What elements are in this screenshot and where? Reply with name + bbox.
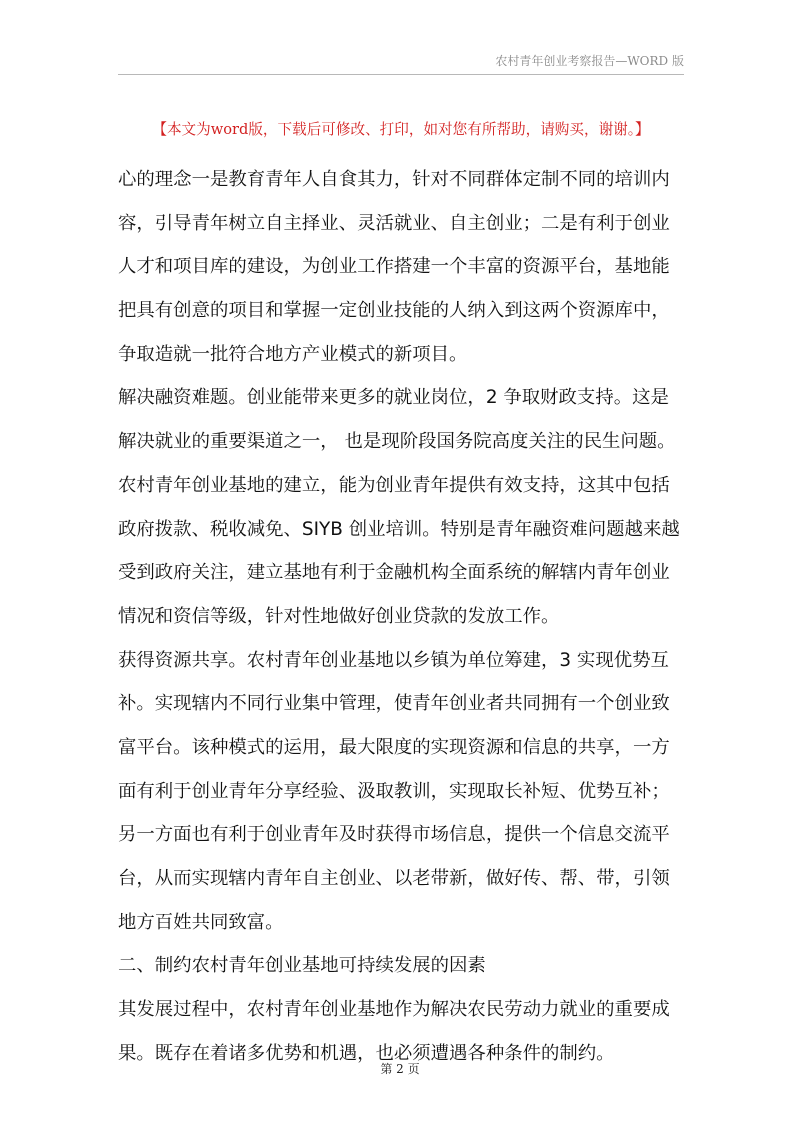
body-line: 台，从而实现辖内青年自主创业、以老带新，做好传、帮、带，引领 xyxy=(118,868,670,889)
body-line: 富平台。该种模式的运用，最大限度的实现资源和信息的共享，一方 xyxy=(118,736,670,758)
body-line: 解决融资难题。创业能带来更多的就业岗位，2 争取财政支持。这是 xyxy=(118,387,669,409)
page-number: 第 2 页 xyxy=(380,1062,420,1076)
download-notice: 【本文为word版，下载后可修改、打印，如对您有所帮助，请购买，谢谢。】 xyxy=(152,121,650,138)
body-line: 地方百姓共同致富。 xyxy=(118,911,284,933)
body-line: 另一方面也有利于创业青年及时获得市场信息，提供一个信息交流平 xyxy=(118,824,670,846)
body-line: 心的理念一是教育青年人自食其力，针对不同群体定制不同的培训内 xyxy=(118,169,670,190)
body-line: 争取造就一批符合地方产业模式的新项目。 xyxy=(118,343,468,365)
body-line: 果。既存在着诸多优势和机遇，也必须遭遇各种条件的制约。 xyxy=(118,1042,615,1064)
body-line: 人才和项目库的建设，为创业工作搭建一个丰富的资源平台，基地能 xyxy=(118,256,670,278)
body-line: 面有利于创业青年分享经验、汲取教训，实现取长补短、优势互补； xyxy=(118,780,670,802)
body-line: 解决就业的重要渠道之一， 也是现阶段国务院高度关注的民生问题。 xyxy=(118,431,676,453)
body-line: 政府拨款、税收减免、SIYB 创业培训。特别是青年融资难问题越来越 xyxy=(118,518,680,540)
body-line: 把具有创意的项目和掌握一定创业技能的人纳入到这两个资源库中， xyxy=(118,300,670,322)
body-line: 农村青年创业基地的建立，能为创业青年提供有效支持，这其中包括 xyxy=(118,474,670,496)
body-line: 受到政府关注，建立基地有利于金融机构全面系统的解辖内青年创业 xyxy=(118,562,670,584)
header-divider xyxy=(118,74,684,75)
body-line: 容，引导青年树立自主择业、灵活就业、自主创业；二是有利于创业 xyxy=(118,212,670,234)
document-body xyxy=(118,158,684,1075)
body-line: 补。实现辖内不同行业集中管理，使青年创业者共同拥有一个创业致 xyxy=(118,693,670,715)
page-header: 农村青年创业考察报告—WORD 版 xyxy=(495,54,684,68)
body-line: 获得资源共享。农村青年创业基地以乡镇为单位筹建，3 实现优势互 xyxy=(118,649,669,671)
section-heading: 二、制约农村青年创业基地可持续发展的因素 xyxy=(118,955,486,977)
body-line: 其发展过程中，农村青年创业基地作为解决农民劳动力就业的重要成 xyxy=(118,999,670,1021)
body-line: 情况和资信等级，针对性地做好创业贷款的发放工作。 xyxy=(118,605,560,627)
